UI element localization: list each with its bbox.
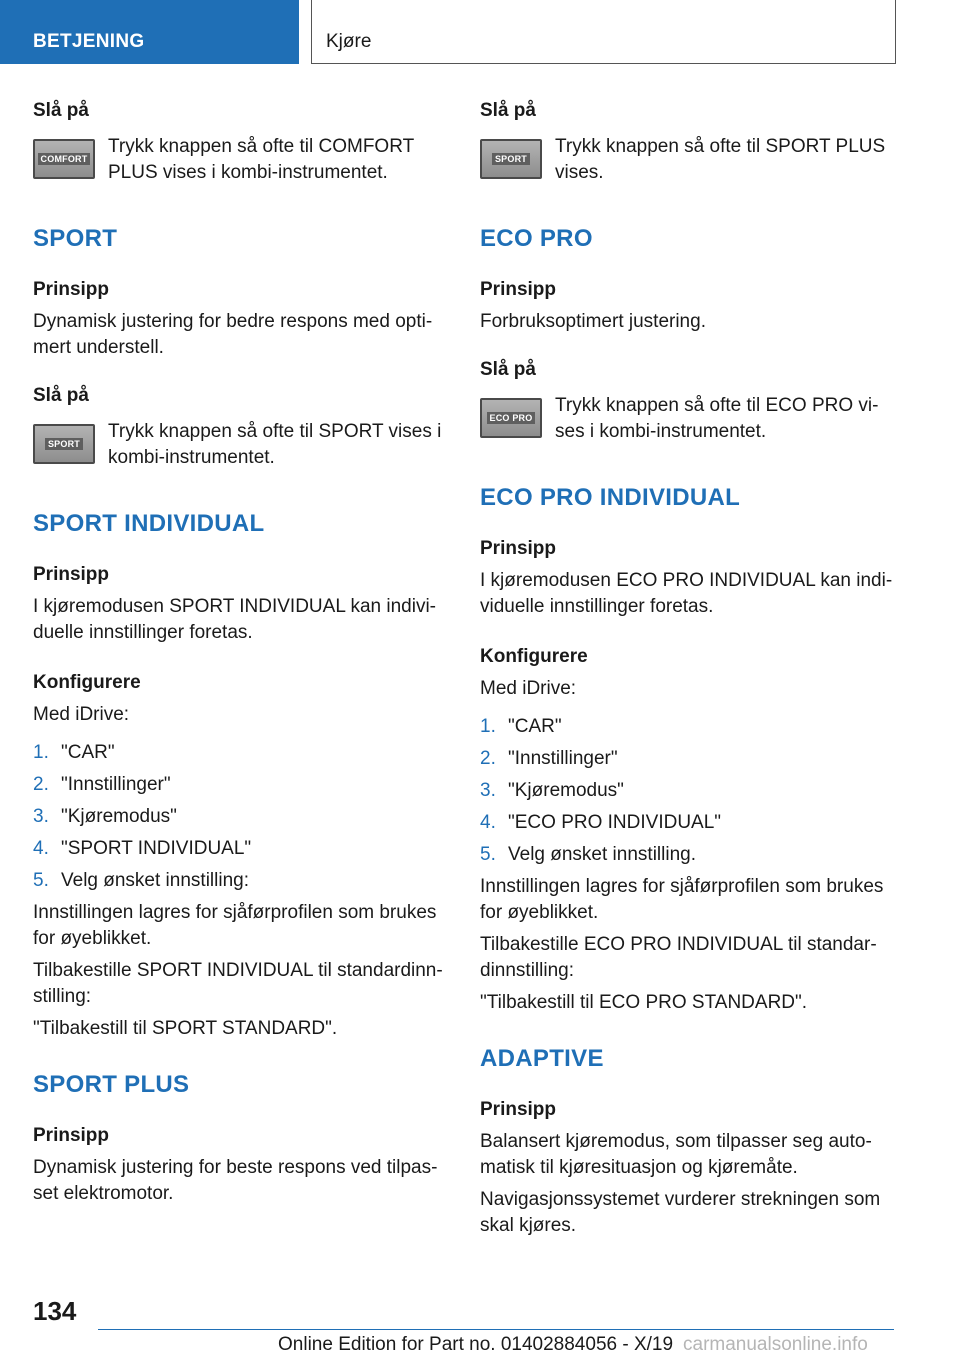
- list-item: 3. "Kjøremodus": [33, 806, 177, 827]
- adaptive-navigation-text: Navigasjonssystemet vurderer strekningen som skal kjøres.: [480, 1189, 881, 1236]
- sport-principle-heading: Prinsipp: [33, 279, 110, 300]
- list-item: 4. "ECO PRO INDIVIDUAL": [480, 812, 722, 833]
- eco-pro-individual-saved-text: Innstillingen lagres for sjåførprofilen som brukes for øyeblikket.: [480, 876, 884, 923]
- sport-plus-principle-text: Dynamisk justering for beste respons ved tilpas-set elektromotor.: [33, 1157, 438, 1204]
- sport-title: SPORT: [33, 225, 118, 252]
- chapter-title: Kjøre: [311, 0, 896, 64]
- edition-text: Online Edition for Part no. 01402884056 - X/19: [278, 1334, 674, 1355]
- page-number: 134: [33, 1296, 77, 1326]
- sport-individual-saved-text: Innstillingen lagres for sjåførprofilen som brukes for øyeblikket.: [33, 902, 437, 949]
- list-item: 2. "Innstillinger": [33, 774, 171, 795]
- eco-pro-individual-steps: [480, 711, 900, 871]
- list-item: 1. "CAR": [33, 742, 115, 763]
- eco-pro-title: ECO PRO: [480, 225, 593, 252]
- left-intro-text: Trykk knappen så ofte til COMFORT PLUS vises i kombi-instrumentet.: [108, 136, 414, 183]
- eco-pro-on-heading: Slå på: [480, 359, 536, 380]
- eco-pro-individual-config-heading: Konfigurere: [480, 646, 588, 667]
- sport-individual-reset-text: Tilbakestille SPORT INDIVIDUAL til standardinn-stilling:: [33, 960, 443, 1007]
- eco-pro-principle-text: Forbruksoptimert justering.: [480, 311, 706, 332]
- right-intro-heading: Slå på: [480, 100, 536, 121]
- eco-pro-principle-heading: Prinsipp: [480, 279, 557, 300]
- left-intro-heading: Slå på: [33, 100, 89, 121]
- sport-plus-title: SPORT PLUS: [33, 1071, 190, 1098]
- sport-on-heading: Slå på: [33, 385, 89, 406]
- eco-pro-individual-principle-text: I kjøremodusen ECO PRO INDIVIDUAL kan indi-viduelle innstillinger foretas.: [480, 570, 893, 617]
- list-item: 5. Velg ønsket innstilling:: [33, 870, 249, 891]
- sport-button-icon: SPORT: [33, 424, 95, 464]
- sport-individual-config-intro: Med iDrive:: [33, 704, 130, 725]
- comfort-button-icon: COMFORT: [33, 139, 95, 179]
- list-item: 4. "SPORT INDIVIDUAL": [33, 838, 252, 859]
- watermark: carmanualsonline.info: [683, 1334, 868, 1355]
- comfort-button-row: [33, 134, 453, 186]
- adaptive-principle-text: Balansert kjøremodus, som tilpasser seg auto-matisk til kjøresituasjon og kjøremåte.: [480, 1131, 872, 1178]
- left-column: [33, 98, 453, 1207]
- eco-pro-button-icon: ECO PRO: [480, 398, 542, 438]
- list-item: 5. Velg ønsket innstilling.: [480, 844, 696, 865]
- eco-pro-on-text: Trykk knappen så ofte til ECO PRO vi-ses i kombi-instrumentet.: [555, 395, 879, 442]
- adaptive-title: ADAPTIVE: [480, 1045, 604, 1072]
- right-intro-text: Trykk knappen så ofte til SPORT PLUS vises.: [555, 136, 886, 183]
- sport-individual-config-heading: Konfigurere: [33, 672, 141, 693]
- adaptive-principle-heading: Prinsipp: [480, 1099, 557, 1120]
- eco-pro-individual-reset-option: "Tilbakestill til ECO PRO STANDARD".: [480, 992, 808, 1013]
- sport-principle-text: Dynamisk justering for bedre respons med opti-mert understell.: [33, 311, 433, 358]
- sport-individual-principle-heading: Prinsipp: [33, 564, 110, 585]
- section-tab: BETJENING: [0, 0, 299, 64]
- sport-plus-button-row: [480, 134, 900, 186]
- eco-pro-individual-config-intro: Med iDrive:: [480, 678, 577, 699]
- eco-pro-individual-reset-text: Tilbakestille ECO PRO INDIVIDUAL til standar-dinnstilling:: [480, 934, 877, 981]
- list-item: 2. "Innstillinger": [480, 748, 618, 769]
- sport-individual-title: SPORT INDIVIDUAL: [33, 510, 265, 537]
- eco-pro-individual-title: ECO PRO INDIVIDUAL: [480, 484, 741, 511]
- sport-on-text: Trykk knappen så ofte til SPORT vises i kombi-instrumentet.: [108, 421, 442, 468]
- sport-plus-principle-heading: Prinsipp: [33, 1125, 110, 1146]
- list-item: 3. "Kjøremodus": [480, 780, 624, 801]
- footer-divider: [98, 1329, 894, 1330]
- sport-button-icon: SPORT: [480, 139, 542, 179]
- sport-individual-principle-text: I kjøremodusen SPORT INDIVIDUAL kan indivi-duelle innstillinger foretas.: [33, 596, 437, 643]
- eco-pro-individual-principle-heading: Prinsipp: [480, 538, 557, 559]
- list-item: 1. "CAR": [480, 716, 562, 737]
- sport-individual-steps: [33, 737, 453, 897]
- eco-pro-button-row: [480, 393, 900, 445]
- sport-button-row: [33, 419, 453, 471]
- right-column: [480, 98, 900, 1239]
- sport-individual-reset-option: "Tilbakestill til SPORT STANDARD".: [33, 1018, 338, 1039]
